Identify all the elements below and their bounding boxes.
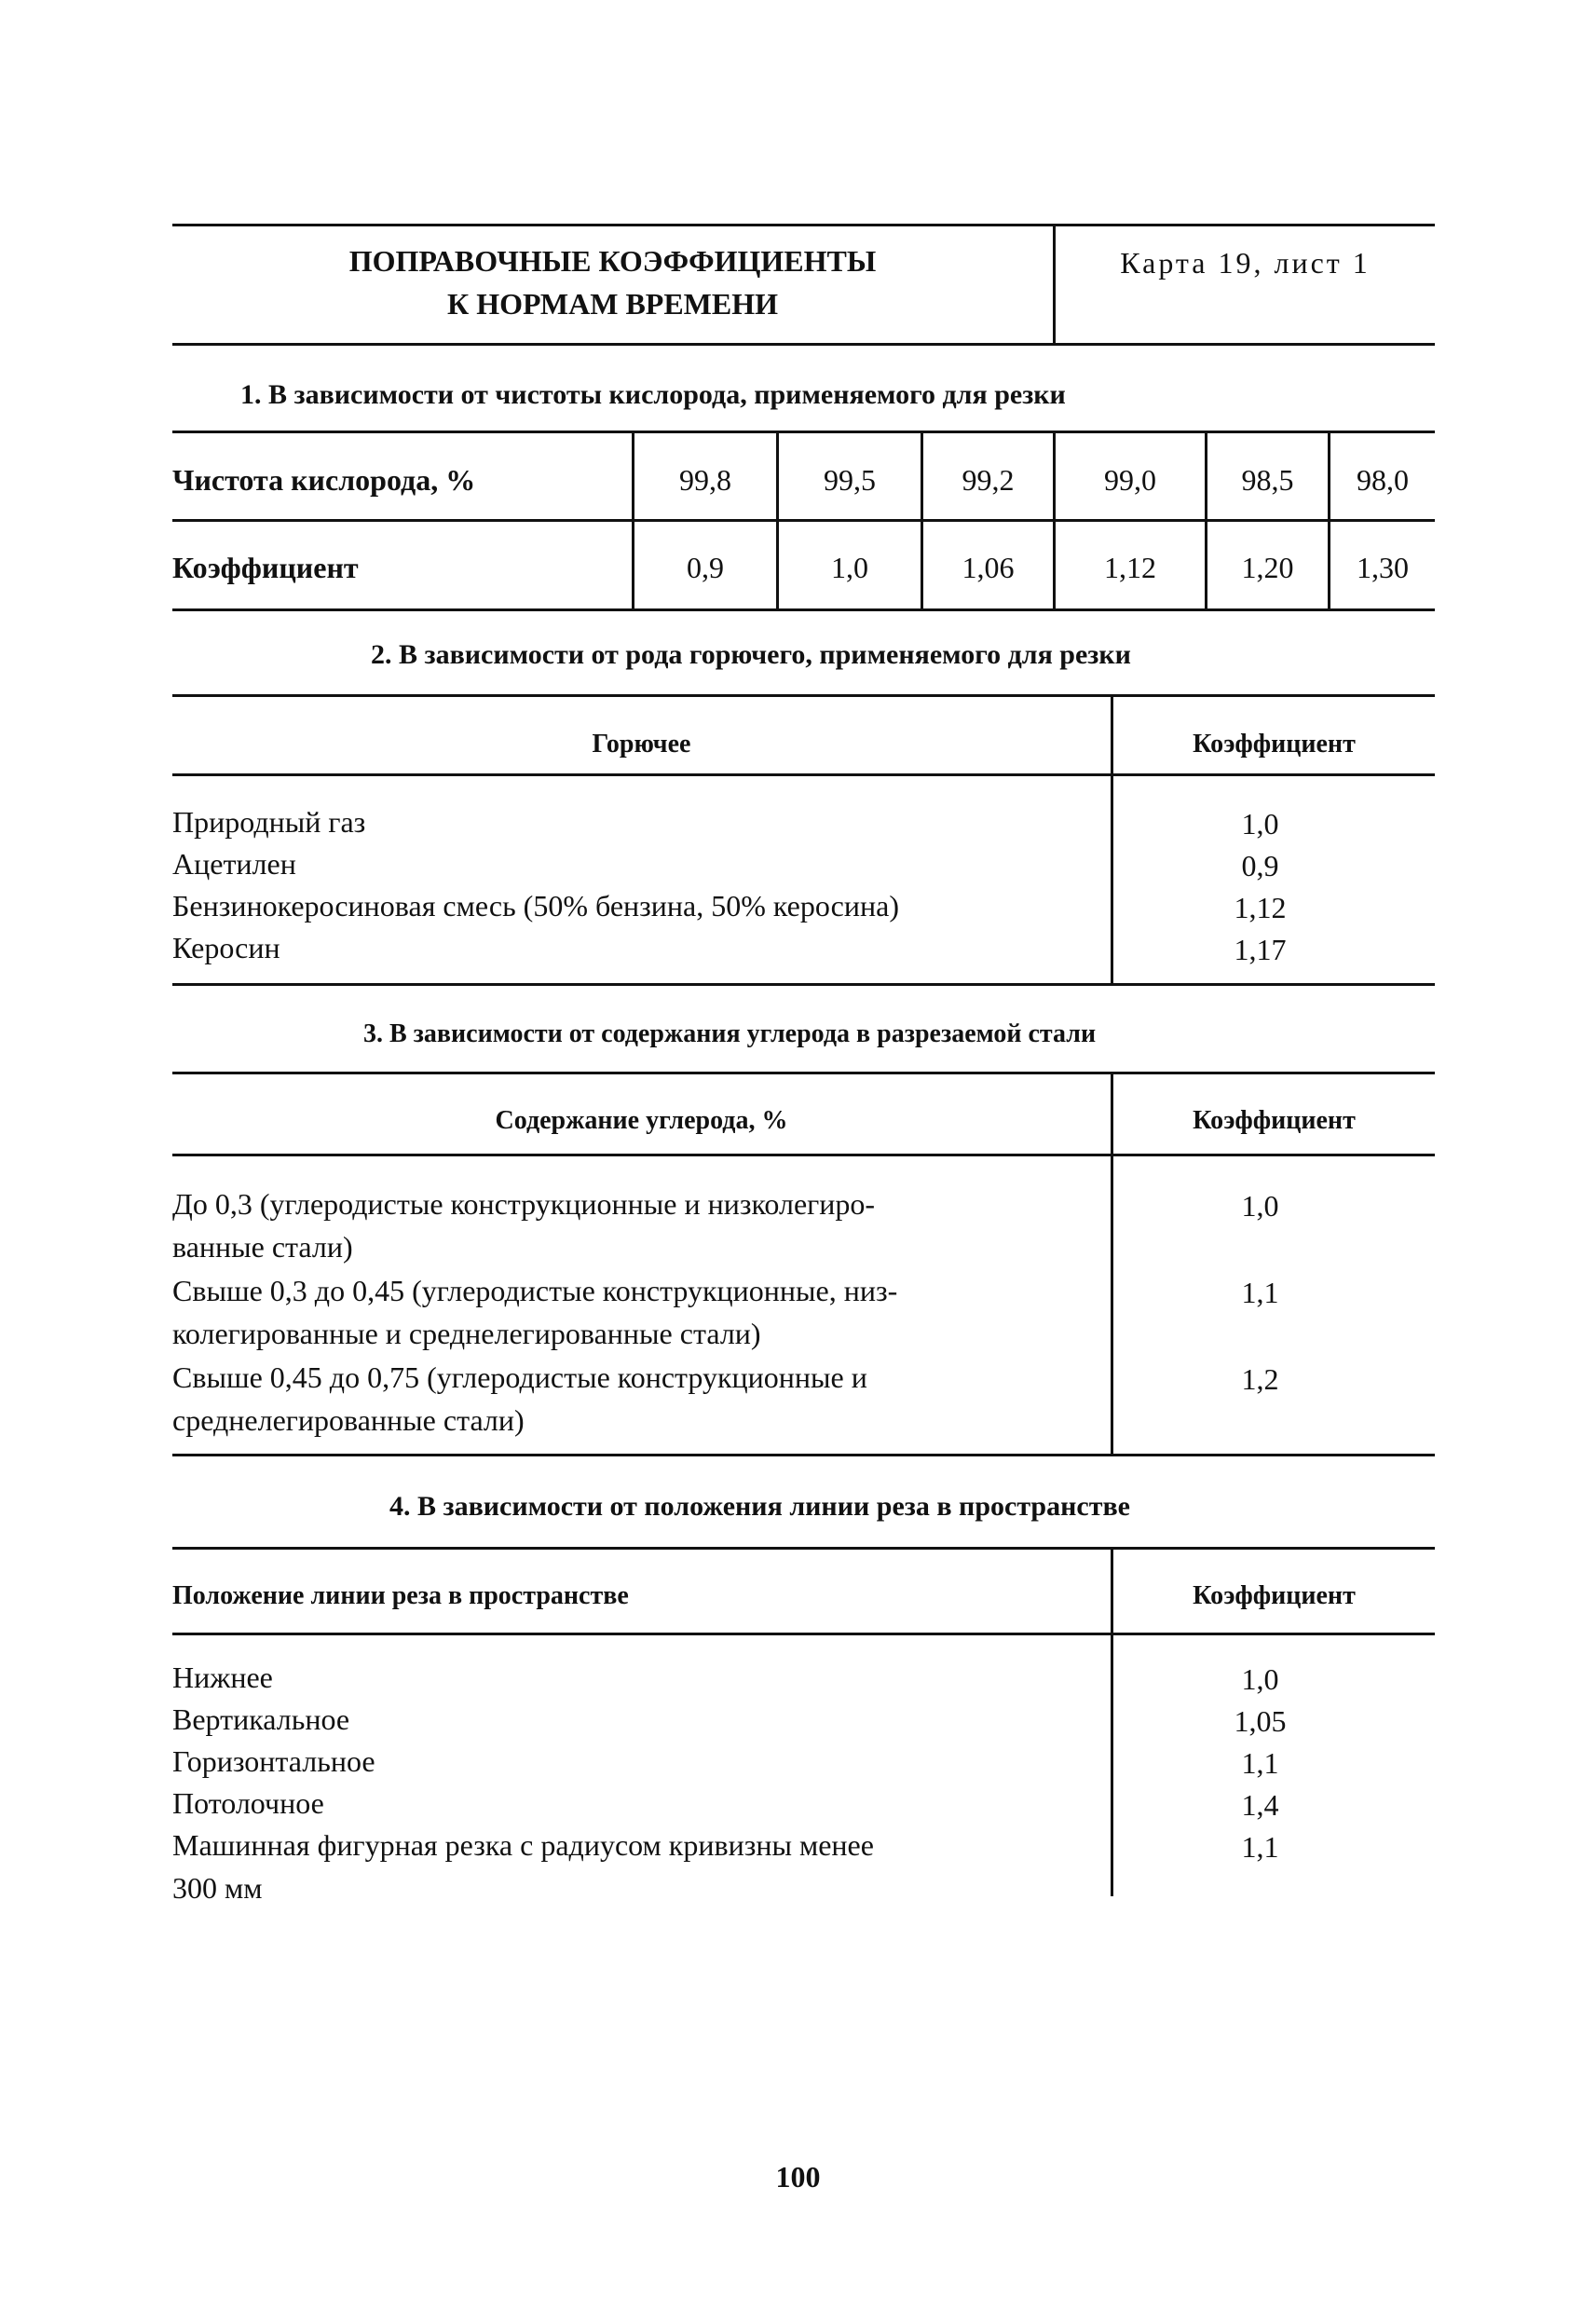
fuel-coefficient: 1,12 bbox=[1234, 891, 1287, 924]
oxygen-purity-value: 99,5 bbox=[824, 463, 876, 497]
coefficient-value: 1,06 bbox=[962, 551, 1015, 584]
oxygen-purity-value: 99,8 bbox=[679, 463, 731, 497]
cut-position-continuation: 300 мм bbox=[172, 1871, 263, 1905]
section2-title: 2. В зависимости от рода горючего, применяемого для резки bbox=[371, 639, 1131, 670]
cut-position: Горизонтальное bbox=[172, 1744, 375, 1778]
position-column-header: Положение линии реза в пространстве bbox=[172, 1581, 629, 1610]
header-top-rule bbox=[172, 224, 1435, 226]
carbon-coefficient: 1,2 bbox=[1241, 1362, 1279, 1396]
position-coefficient: 1,1 bbox=[1241, 1746, 1279, 1780]
carbon-coefficient: 1,1 bbox=[1241, 1276, 1279, 1309]
coefficient-column-header: Коэффициент bbox=[1193, 1106, 1356, 1135]
carbon-coefficient: 1,0 bbox=[1241, 1189, 1279, 1223]
position-coefficient: 1,4 bbox=[1241, 1788, 1279, 1822]
fuel-coefficient: 0,9 bbox=[1241, 849, 1279, 882]
section3-header-rule bbox=[172, 1154, 1435, 1156]
section3-bottom-rule bbox=[172, 1454, 1435, 1456]
section1-title: 1. В зависимости от чистоты кислорода, применяемого для резки bbox=[240, 379, 1066, 410]
section2-top-rule bbox=[172, 694, 1435, 697]
coefficient-value: 1,30 bbox=[1357, 551, 1409, 584]
section4-header-rule bbox=[172, 1633, 1435, 1635]
coefficient-column-header: Коэффициент bbox=[1193, 1581, 1356, 1610]
fuel-column-header: Горючее bbox=[592, 730, 691, 759]
card-number: Карта 19, лист 1 bbox=[1120, 246, 1371, 280]
fuel-name: Керосин bbox=[172, 931, 280, 964]
section2-header-rule bbox=[172, 773, 1435, 776]
page-title-line1: ПОПРАВОЧНЫЕ КОЭФФИЦИЕНТЫ bbox=[348, 244, 877, 278]
page-title-line2: К НОРМАМ ВРЕМЕНИ bbox=[447, 287, 778, 321]
section4-top-rule bbox=[172, 1547, 1435, 1550]
carbon-range-line1: Свыше 0,45 до 0,75 (углеродистые конструкционные и bbox=[172, 1360, 867, 1394]
carbon-column-header: Содержание углерода, % bbox=[495, 1106, 788, 1135]
carbon-range-line2: колегированные и среднелегированные стали) bbox=[172, 1317, 761, 1350]
coefficient-value: 1,0 bbox=[831, 551, 868, 584]
page-number: 100 bbox=[775, 2160, 821, 2194]
coefficient-value: 1,20 bbox=[1241, 551, 1294, 584]
section1-mid-rule bbox=[172, 519, 1435, 522]
section2-bottom-rule bbox=[172, 983, 1435, 986]
coefficient-column-header: Коэффициент bbox=[1193, 730, 1356, 759]
header-bottom-rule bbox=[172, 343, 1435, 346]
oxygen-purity-label: Чистота кислорода, % bbox=[172, 463, 476, 497]
section1-bottom-rule bbox=[172, 608, 1435, 611]
carbon-range-line1: Свыше 0,3 до 0,45 (углеродистые конструкционные, низ- bbox=[172, 1274, 898, 1307]
coefficient-value: 0,9 bbox=[687, 551, 724, 584]
oxygen-purity-value: 99,0 bbox=[1104, 463, 1156, 497]
cut-position: Вертикальное bbox=[172, 1702, 350, 1736]
header-divider bbox=[1053, 224, 1056, 345]
cut-position: Нижнее bbox=[172, 1661, 273, 1694]
section4-title: 4. В зависимости от положения линии реза в пространстве bbox=[389, 1491, 1130, 1522]
fuel-name: Природный газ bbox=[172, 805, 366, 839]
oxygen-purity-value: 99,2 bbox=[962, 463, 1015, 497]
oxygen-purity-value: 98,0 bbox=[1357, 463, 1409, 497]
coefficient-label: Коэффициент bbox=[172, 551, 359, 584]
cut-position: Машинная фигурная резка с радиусом кривизны менее bbox=[172, 1828, 874, 1862]
oxygen-purity-value: 98,5 bbox=[1241, 463, 1294, 497]
carbon-range-line1: До 0,3 (углеродистые конструкционные и низколегиро- bbox=[172, 1187, 876, 1221]
position-coefficient: 1,0 bbox=[1241, 1662, 1279, 1696]
fuel-coefficient: 1,0 bbox=[1241, 807, 1279, 841]
position-coefficient: 1,05 bbox=[1234, 1704, 1287, 1738]
carbon-range-line2: ванные стали) bbox=[172, 1230, 353, 1264]
coefficient-value: 1,12 bbox=[1104, 551, 1156, 584]
position-coefficient: 1,1 bbox=[1241, 1830, 1279, 1864]
fuel-name: Бензинокеросиновая смесь (50% бензина, 50% керосина) bbox=[172, 889, 899, 923]
section3-title: 3. В зависимости от содержания углерода в разрезаемой стали bbox=[363, 1019, 1097, 1048]
section1-top-rule bbox=[172, 431, 1435, 433]
section3-top-rule bbox=[172, 1072, 1435, 1074]
cut-position: Потолочное bbox=[172, 1786, 324, 1820]
carbon-range-line2: среднелегированные стали) bbox=[172, 1403, 525, 1437]
fuel-coefficient: 1,17 bbox=[1234, 933, 1287, 966]
fuel-name: Ацетилен bbox=[172, 847, 296, 881]
